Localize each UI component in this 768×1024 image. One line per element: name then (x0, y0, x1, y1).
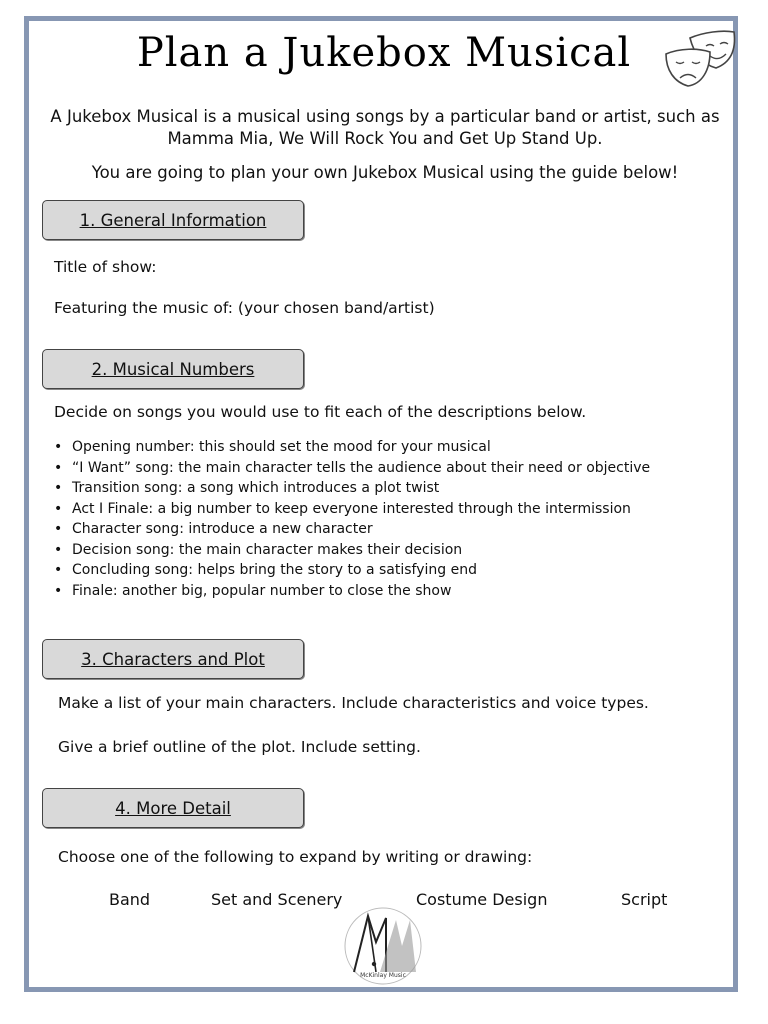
list-item: • Act I Finale: a big number to keep everyone interested through the intermission (54, 499, 650, 520)
intro-text: A Jukebox Musical is a musical using songs by a particular band or artist, such as Mamma Mia, We Will Rock You and Get Up Stand Up. (50, 107, 720, 148)
option-script: Script (621, 890, 668, 909)
more-detail-instruction: Choose one of the following to expand by writing or drawing: (58, 848, 533, 866)
featuring-music-label: Featuring the music of: (your chosen band/artist) (54, 299, 435, 317)
option-set-and-scenery: Set and Scenery (211, 890, 343, 909)
theatre-masks-icon (660, 24, 740, 94)
page-title: Plan a Jukebox Musical (136, 30, 632, 76)
section-heading-musical-numbers: 2. Musical Numbers (42, 349, 304, 389)
list-item: • Opening number: this should set the mood for your musical (54, 437, 650, 458)
section-heading-general-information: 1. General Information (42, 200, 304, 240)
logo-caption: McKinlay Music (360, 972, 406, 979)
list-item: • Character song: introduce a new character (54, 519, 650, 540)
list-item: • “I Want” song: the main character tells the audience about their need or objective (54, 458, 650, 479)
section-heading-characters-and-plot: 3. Characters and Plot (42, 639, 304, 679)
list-item: • Decision song: the main character makes their decision (54, 540, 650, 561)
option-costume-design: Costume Design (416, 890, 548, 909)
section-heading-more-detail: 4. More Detail (42, 788, 304, 828)
plot-instruction: Give a brief outline of the plot. Include setting. (58, 738, 421, 756)
option-band: Band (109, 890, 151, 909)
characters-instruction: Make a list of your main characters. Include characteristics and voice types. (58, 694, 649, 712)
list-item: • Concluding song: helps bring the story to a satisfying end (54, 560, 650, 581)
musical-numbers-instruction: Decide on songs you would use to fit each of the descriptions below. (54, 403, 587, 421)
list-item: • Transition song: a song which introduces a plot twist (54, 478, 650, 499)
list-item: • Finale: another big, popular number to close the show (54, 581, 650, 602)
song-descriptions-list (54, 437, 650, 601)
intro-instruction: You are going to plan your own Jukebox Musical using the guide below! (91, 163, 679, 182)
title-of-show-label: Title of show: (54, 258, 157, 276)
